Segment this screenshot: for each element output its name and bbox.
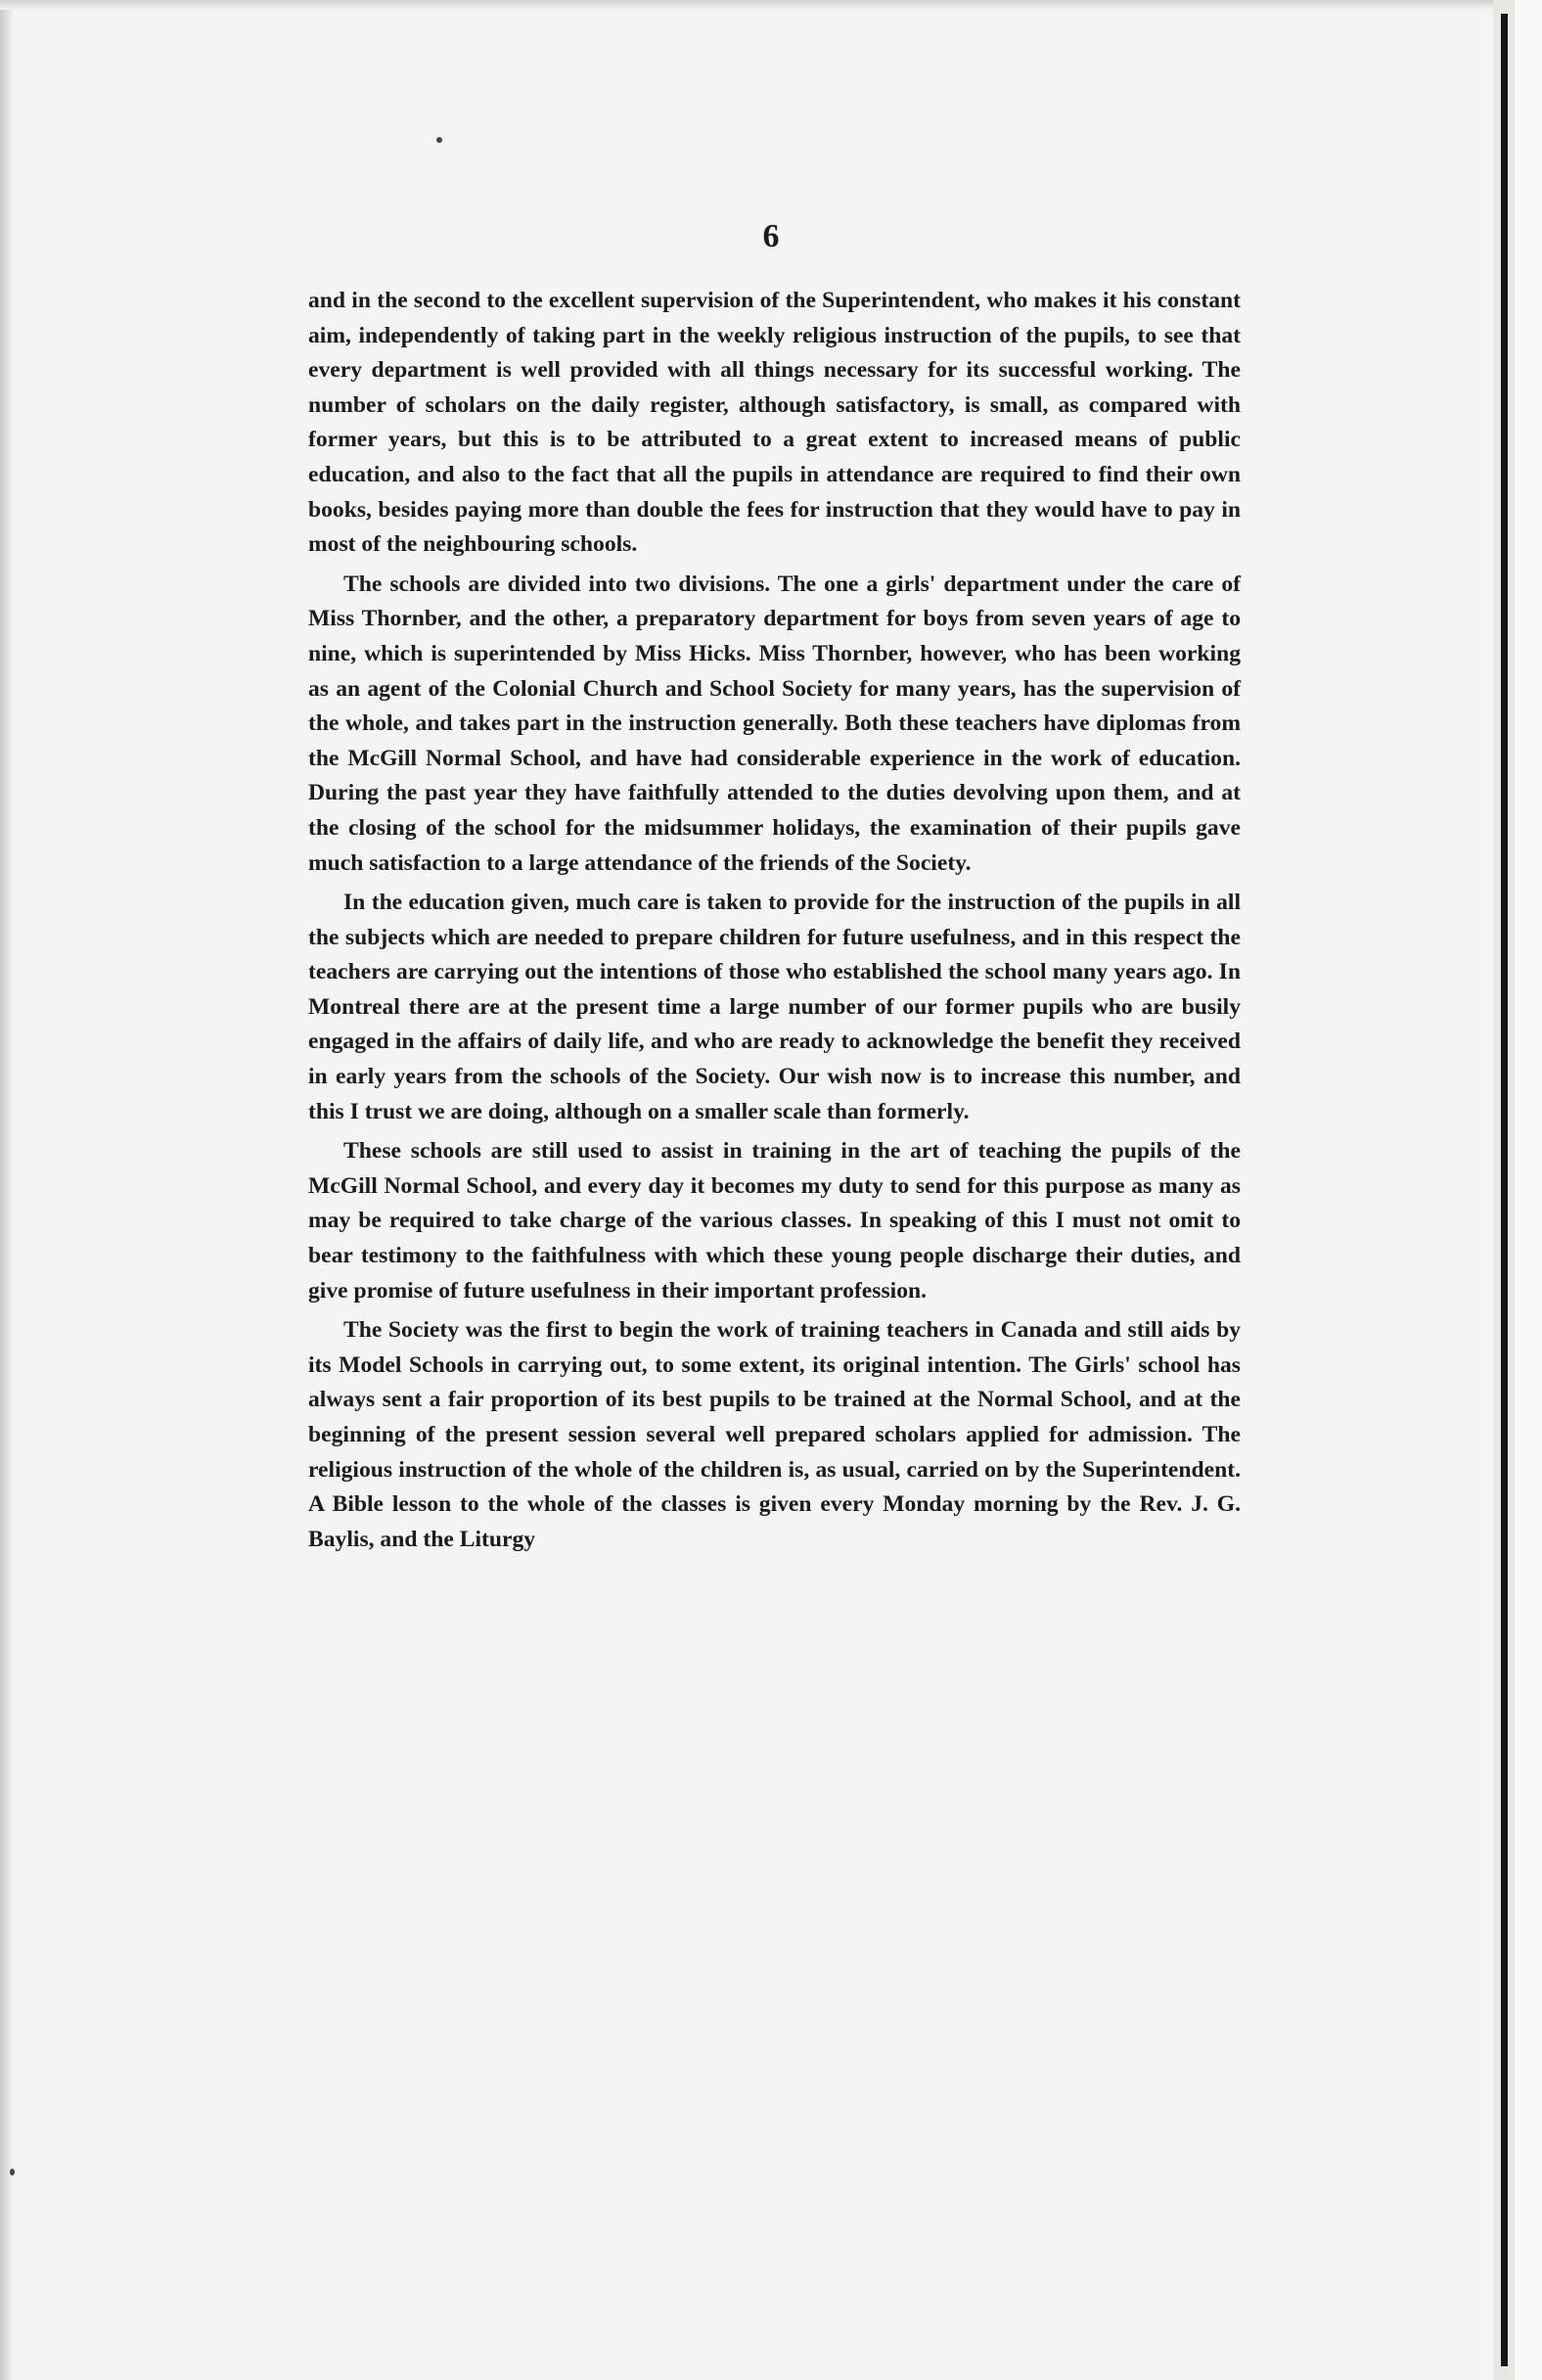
paragraph: The Society was the first to begin the work of training teachers in Canada and still aids by its Model Schools in carrying out, to some extent, its original intention. The Girls' school has always sent a fair proportion of its best pupils to be trained at the Normal School, and at the beginning of the present session several well prepared scholars applied for admission. The religious instruction of the whole of the children is, as usual, carried on by the Superintendent. A Bible lesson to the whole of the classes is given every Monday morning by the Rev. J. G. Baylis, and the Liturgy	[308, 1317, 1241, 1552]
page-number: 6	[762, 218, 780, 254]
right-border-line	[1501, 14, 1508, 2366]
scan-shadow-left	[0, 0, 14, 2380]
body-text	[308, 284, 1241, 1562]
scan-top-edge	[0, 0, 1542, 10]
paragraph: These schools are still used to assist in training in the art of teaching the pupils of the McGill Normal School, and every day it becomes my duty to send for this purpose as many as may be required to take charge of the various classes. In speaking of this I must not omit to bear testimony to the faithfulness with which these young people discharge their duties, and give promise of future usefulness in their important profession.	[308, 1138, 1241, 1304]
scan-speck	[436, 137, 442, 143]
paragraph: The schools are divided into two divisions. The one a girls' department under the care of Miss Thornber, and the other, a preparatory department for boys from seven years of age to nine, which is superintended by Miss Hicks. Miss Thornber, however, who has been working as an agent of the Colonial Church and School Society for many years, has the supervision of the whole, and takes part in the instruction generally. Both these teachers have diplomas from the McGill Normal School, and have had considerable experience in the work of education. During the past year they have faithfully attended to the duties devolving upon them, and at the closing of the school for the midsummer holidays, the examination of their pupils gave much satisfaction to a large attendance of the friends of the Society.	[308, 571, 1241, 876]
paragraph: and in the second to the excellent supervision of the Superintendent, who makes it his constant aim, independently of taking part in the weekly religious instruction of the pupils, to see that every department is well provided with all things necessary for its successful working. The number of scholars on the daily register, although satisfactory, is small, as compared with former years, but this is to be attributed to a great extent to increased means of public education, and also to the fact that all the pupils in attendance are required to find their own books, besides paying more than double the fees for instruction that they would have to pay in most of the neighbouring schools.	[308, 288, 1241, 558]
scan-speck	[10, 2169, 15, 2175]
right-page-edge	[1515, 0, 1542, 2380]
paragraph: In the education given, much care is taken to provide for the instruction of the pupils in all the subjects which are needed to prepare children for future usefulness, and in this respect the teachers are carrying out the intentions of those who established the school many years ago. In Montreal there are at the present time a large number of our former pupils who are busily engaged in the affairs of daily life, and who are ready to acknowledge the benefit they received in early years from the schools of the Society. Our wish now is to increase this number, and this I trust we are doing, although on a smaller scale than formerly.	[308, 890, 1241, 1124]
